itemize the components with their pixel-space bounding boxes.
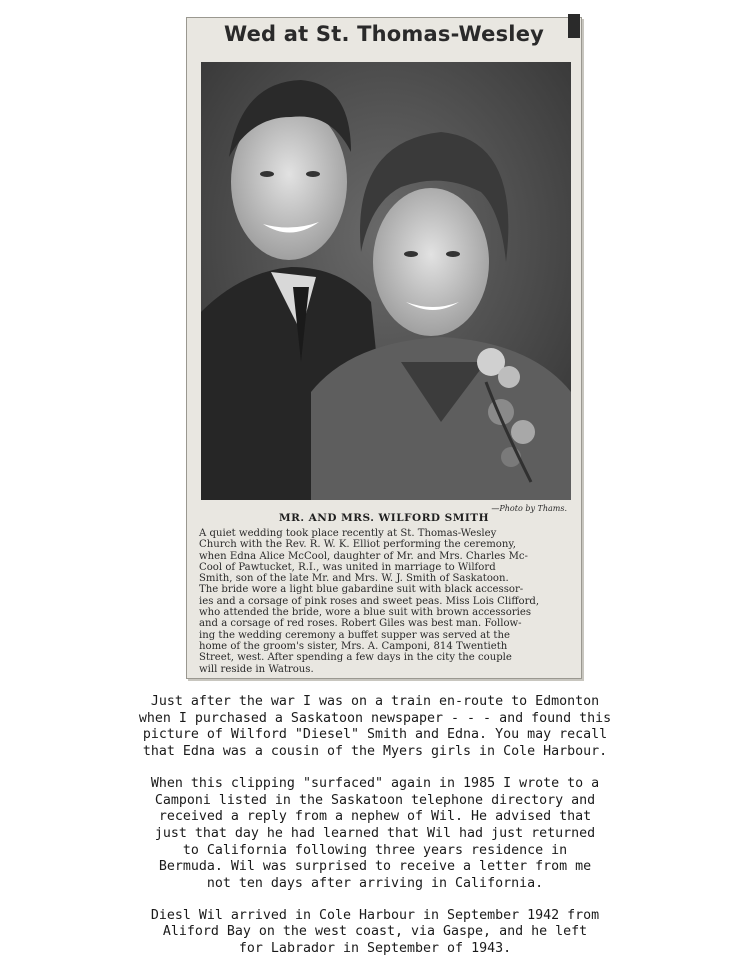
letter-line: Aliford Bay on the west coast, via Gaspe, and he left bbox=[162, 924, 588, 940]
letter-line: to California following three years residence in bbox=[182, 842, 568, 858]
letter-paragraph bbox=[40, 776, 710, 893]
photo-caption: MR. AND MRS. WILFORD SMITH bbox=[278, 512, 490, 524]
letter-line: Diesl Wil arrived in Cole Harbour in September 1942 from bbox=[150, 907, 600, 923]
article-line: The bride wore a light blue gabardine suit with black accessor- bbox=[199, 584, 524, 596]
article-line: and a corsage of red roses. Robert Giles was best man. Follow- bbox=[199, 618, 522, 630]
article-line: Church with the Rev. R. W. K. Elliot performing the ceremony, bbox=[199, 539, 516, 551]
photo-credit: —Photo by Thams. bbox=[491, 504, 567, 513]
letter-line: When this clipping "surfaced" again in 1985 I wrote to a bbox=[150, 775, 600, 791]
letter-line: for Labrador in September of 1943. bbox=[238, 941, 512, 957]
clipping-tape-mark bbox=[568, 14, 580, 38]
letter-line: Camponi listed in the Saskatoon telephone directory and bbox=[154, 792, 596, 808]
article-line: ing the wedding ceremony a buffet supper was served at the bbox=[199, 629, 510, 641]
article-line: ies and a corsage of pink roses and sweet peas. Miss Lois Clifford, bbox=[199, 595, 540, 607]
letter-paragraph bbox=[40, 908, 710, 958]
typed-letter bbox=[40, 694, 710, 973]
article-line: will reside in Watrous. bbox=[199, 663, 314, 675]
article-line: home of the groom's sister, Mrs. A. Camponi, 814 Twentieth bbox=[199, 640, 508, 652]
letter-line: when I purchased a Saskatoon newspaper - - - and found this bbox=[138, 710, 612, 726]
letter-line: that Edna was a cousin of the Myers girls in Cole Harbour. bbox=[142, 744, 608, 760]
wedding-photo-illustration bbox=[201, 62, 571, 500]
article-line: A quiet wedding took place recently at St. Thomas-Wesley bbox=[199, 528, 497, 539]
letter-line: received a reply from a nephew of Wil. He advised that bbox=[158, 809, 592, 825]
letter-line: Just after the war I was on a train en-route to Edmonton bbox=[150, 694, 600, 709]
letter-line: just that day he had learned that Wil had just returned bbox=[154, 825, 596, 841]
article-line: who attended the bride, wore a blue suit with brown accessories bbox=[199, 607, 532, 619]
article-line: when Edna Alice McCool, daughter of Mr. and Mrs. Charles Mc- bbox=[199, 550, 528, 562]
letter-paragraph bbox=[40, 694, 710, 761]
wedding-photo bbox=[201, 62, 571, 500]
article-body bbox=[199, 528, 571, 675]
letter-line: picture of Wilford "Diesel" Smith and Edna. You may recall bbox=[142, 727, 608, 743]
article-line: Cool of Pawtucket, R.I., was united in marriage to Wilford bbox=[199, 561, 496, 573]
letter-line: not ten days after arriving in California. bbox=[206, 876, 544, 892]
article-line: Street, west. After spending a few days in the city the couple bbox=[199, 652, 512, 664]
letter-line: Bermuda. Wil was surprised to receive a letter from me bbox=[158, 859, 592, 875]
article-line: Smith, son of the late Mr. and Mrs. W. J. Smith of Saskatoon. bbox=[199, 573, 509, 585]
clipping-headline: Wed at St. Thomas-Wesley bbox=[223, 22, 545, 46]
newspaper-clipping bbox=[186, 17, 582, 679]
